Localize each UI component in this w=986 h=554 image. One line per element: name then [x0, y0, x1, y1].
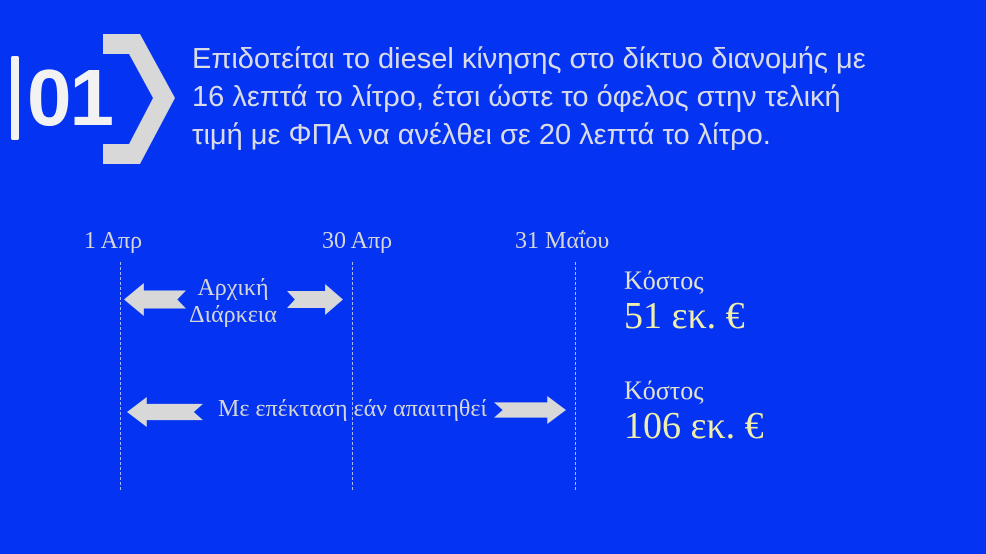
left-arrow-icon: [127, 397, 203, 427]
cost-2-label: Κόστος: [624, 376, 704, 405]
slide-title: [192, 40, 866, 154]
timeline-date-1: 1 Απρ: [84, 228, 143, 254]
timeline-date-2: 30 Απρ: [322, 228, 393, 254]
timeline-dashed-line-2: [352, 262, 353, 490]
badge-vertical-bar: [11, 56, 19, 140]
timeline-dashed-line-3: [575, 262, 576, 490]
slide-number: 01: [27, 53, 112, 142]
title-line-3: τιμή με ΦΠΑ να ανέλθει σε 20 λεπτά το λίτρο.: [192, 119, 771, 151]
title-line-1: Επιδοτείται το diesel κίνησης στο δίκτυο διανομής με: [192, 43, 866, 75]
chevron-right-icon: [103, 34, 175, 164]
period-1-label-line-2: Διάρκεια: [189, 302, 277, 328]
right-arrow-icon: [494, 396, 566, 424]
title-line-2: 16 λεπτά το λίτρο, έτσι ώστε το όφελος στην τελική: [192, 81, 841, 113]
cost-1-value: 51 εκ. €: [624, 295, 745, 337]
timeline-dashed-line-1: [120, 262, 121, 490]
period-1-label-line-1: Αρχική: [197, 275, 269, 301]
cost-1-label: Κόστος: [624, 266, 704, 295]
right-arrow-icon: [287, 284, 343, 315]
cost-2-value: 106 εκ. €: [624, 405, 764, 447]
left-arrow-icon: [124, 283, 186, 316]
timeline-date-3: 31 Μαΐου: [515, 228, 610, 254]
period-1-label: [185, 275, 281, 329]
period-2-label: Με επέκταση εάν απαιτηθεί: [218, 396, 487, 422]
